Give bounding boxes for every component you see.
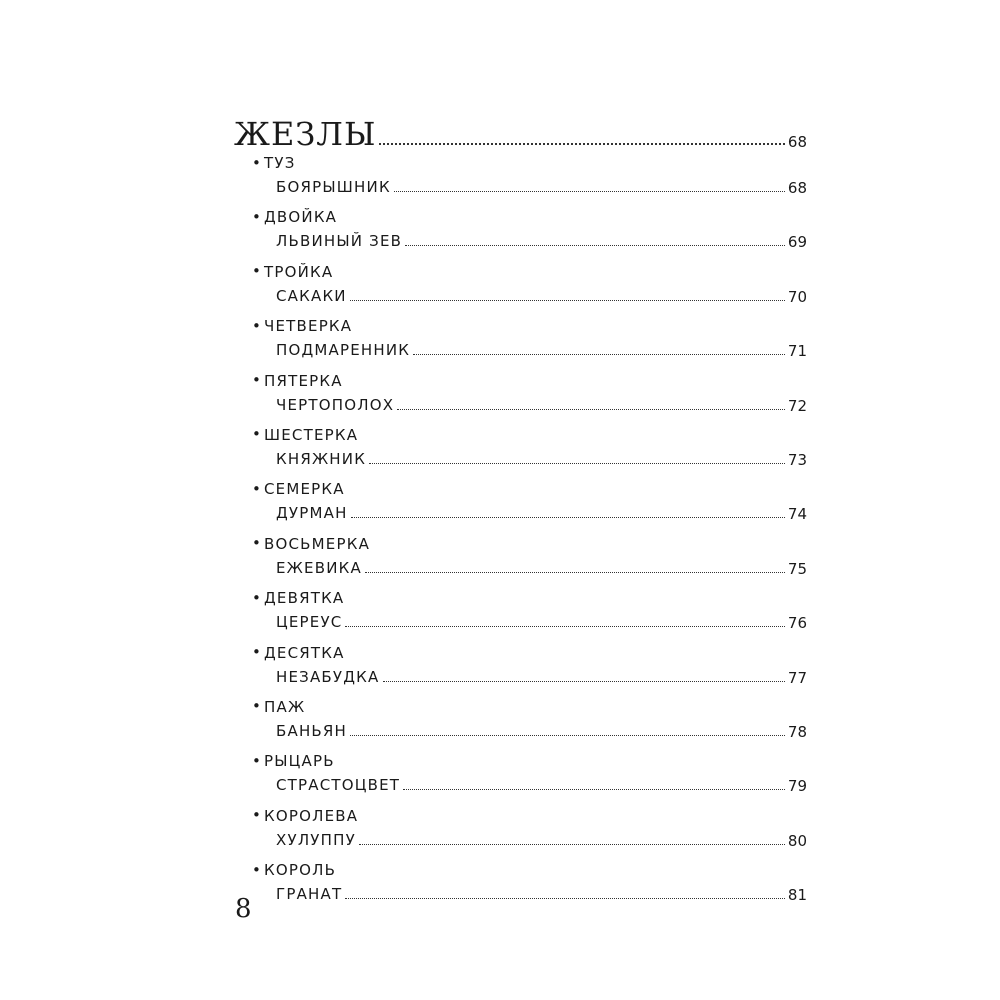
toc-entry xyxy=(234,859,807,911)
bullet-icon: • xyxy=(252,697,261,716)
toc-entries xyxy=(234,152,807,911)
card-name: ДЕВЯТКА xyxy=(264,589,345,608)
plant-row xyxy=(276,664,807,686)
section-page-number: 68 xyxy=(787,133,807,151)
plant-name: ЦЕРЕУС xyxy=(276,613,343,632)
entry-page-number: 74 xyxy=(787,505,807,524)
plant-row xyxy=(276,772,807,794)
card-name: ЧЕТВЕРКА xyxy=(264,317,353,336)
card-row xyxy=(252,152,799,174)
plant-name: НЕЗАБУДКА xyxy=(276,667,380,686)
plant-row xyxy=(276,881,807,903)
toc-entry xyxy=(234,424,807,476)
bullet-icon: • xyxy=(252,534,261,553)
dot-leader xyxy=(369,463,785,464)
dot-leader xyxy=(345,898,785,899)
dot-leader xyxy=(359,844,785,845)
entry-page-number: 72 xyxy=(787,396,807,415)
bullet-icon: • xyxy=(252,479,261,498)
dot-leader xyxy=(394,191,785,192)
plant-row xyxy=(276,827,807,849)
card-row xyxy=(252,859,799,881)
entry-page-number: 76 xyxy=(787,614,807,633)
entry-page-number: 77 xyxy=(787,668,807,687)
entry-page-number: 69 xyxy=(787,233,807,252)
plant-row xyxy=(276,228,807,250)
bullet-icon: • xyxy=(252,316,261,335)
bullet-icon: • xyxy=(252,860,261,879)
entry-page-number: 71 xyxy=(787,342,807,361)
bullet-icon: • xyxy=(252,425,261,444)
bullet-icon: • xyxy=(252,262,261,281)
card-name: ДВОЙКА xyxy=(264,208,338,227)
card-name: ВОСЬМЕРКА xyxy=(264,534,371,553)
dot-leader xyxy=(383,681,785,682)
card-row xyxy=(252,696,799,718)
plant-row xyxy=(276,500,807,522)
toc-entry xyxy=(234,478,807,530)
card-name: ТРОЙКА xyxy=(264,262,334,281)
entry-page-number: 70 xyxy=(787,287,807,306)
plant-row xyxy=(276,446,807,468)
plant-row xyxy=(276,337,807,359)
table-of-contents xyxy=(234,112,807,911)
bullet-icon: • xyxy=(252,588,261,607)
dot-leader xyxy=(405,245,785,246)
toc-entry xyxy=(234,587,807,639)
entry-page-number: 73 xyxy=(787,450,807,469)
plant-name: ДУРМАН xyxy=(276,504,348,523)
card-name: КОРОЛЕВА xyxy=(264,806,359,825)
dot-leader xyxy=(403,789,785,790)
toc-entry xyxy=(234,261,807,313)
plant-row xyxy=(276,555,807,577)
plant-row xyxy=(276,609,807,631)
plant-name: ЕЖЕВИКА xyxy=(276,558,362,577)
card-row xyxy=(252,642,799,664)
plant-name: ХУЛУППУ xyxy=(276,830,356,849)
bullet-icon: • xyxy=(252,207,261,226)
dot-leader xyxy=(351,517,785,518)
card-name: ТУЗ xyxy=(264,154,296,172)
plant-name: КНЯЖНИК xyxy=(276,449,367,468)
entry-page-number: 78 xyxy=(787,722,807,741)
card-row xyxy=(252,533,799,555)
toc-entry xyxy=(234,315,807,367)
toc-entry xyxy=(234,805,807,857)
card-name: ПАЖ xyxy=(264,697,306,716)
card-row xyxy=(252,370,799,392)
plant-name: ЛЬВИНЫЙ ЗЕВ xyxy=(276,232,403,251)
bullet-icon: • xyxy=(252,643,261,662)
bullet-icon: • xyxy=(252,751,261,770)
toc-entry xyxy=(234,642,807,694)
card-row xyxy=(252,478,799,500)
entry-page-number: 81 xyxy=(787,886,807,905)
plant-name: БАНЬЯН xyxy=(276,721,348,740)
dot-leader xyxy=(379,143,784,145)
plant-name: САКАКИ xyxy=(276,286,347,305)
card-name: КОРОЛЬ xyxy=(264,861,337,880)
plant-row xyxy=(276,174,807,196)
card-row xyxy=(252,315,799,337)
entry-page-number: 68 xyxy=(787,179,807,197)
toc-entry xyxy=(234,152,807,204)
section-heading-row xyxy=(234,112,807,153)
card-name: ДЕСЯТКА xyxy=(264,643,345,662)
toc-entry xyxy=(234,533,807,585)
card-name: СЕМЕРКА xyxy=(264,480,345,499)
toc-entry xyxy=(234,206,807,258)
plant-name: ПОДМАРЕННИК xyxy=(276,341,411,360)
card-row xyxy=(252,805,799,827)
page-number: 8 xyxy=(235,894,252,924)
plant-name: ЧЕРТОПОЛОХ xyxy=(276,395,395,414)
card-name: РЫЦАРЬ xyxy=(264,752,335,771)
bullet-icon: • xyxy=(252,153,261,172)
entry-page-number: 80 xyxy=(787,831,807,850)
section-title: ЖЕЗЛЫ xyxy=(234,115,377,153)
bullet-icon: • xyxy=(252,371,261,390)
plant-name: БОЯРЫШНИК xyxy=(276,178,391,196)
dot-leader xyxy=(365,572,785,573)
dot-leader xyxy=(413,354,785,355)
plant-row xyxy=(276,718,807,740)
bullet-icon: • xyxy=(252,806,261,825)
card-name: ПЯТЕРКА xyxy=(264,371,343,390)
entry-page-number: 79 xyxy=(787,777,807,796)
dot-leader xyxy=(397,409,785,410)
dot-leader xyxy=(345,626,784,627)
plant-name: СТРАСТОЦВЕТ xyxy=(276,776,401,795)
dot-leader xyxy=(350,735,785,736)
card-row xyxy=(252,750,799,772)
plant-row xyxy=(276,283,807,305)
card-row xyxy=(252,261,799,283)
card-row xyxy=(252,424,799,446)
dot-leader xyxy=(350,300,785,301)
card-row xyxy=(252,206,799,228)
toc-entry xyxy=(234,370,807,422)
toc-entry xyxy=(234,696,807,748)
plant-row xyxy=(276,392,807,414)
card-row xyxy=(252,587,799,609)
card-name: ШЕСТЕРКА xyxy=(264,425,359,444)
plant-name: ГРАНАТ xyxy=(276,885,343,904)
entry-page-number: 75 xyxy=(787,559,807,578)
toc-entry xyxy=(234,750,807,802)
